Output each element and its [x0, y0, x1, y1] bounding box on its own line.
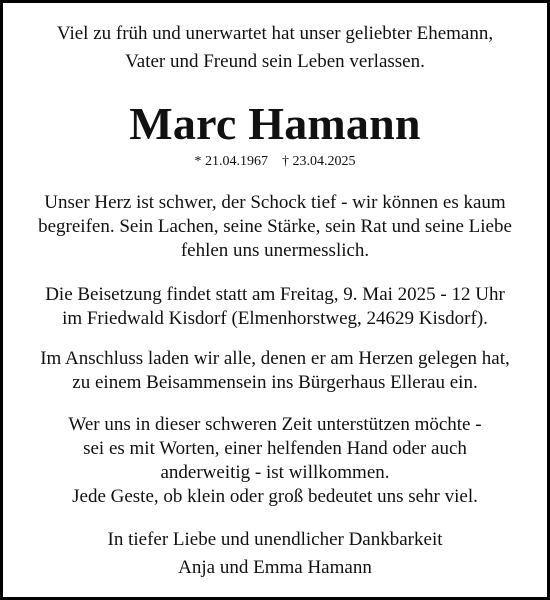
gathering-line-2: zu einem Beisammensein ins Bürgerhaus Ellerau ein. [72, 372, 478, 393]
funeral-line-1: Die Beisetzung findet statt am Freitag, 9. Mai 2025 - 12 Uhr [45, 284, 505, 305]
intro-line-1: Viel zu früh und unerwartet hat unser geliebter Ehemann, [56, 23, 494, 44]
birth-date: * 21.04.1967 [194, 154, 268, 169]
support-line-2: sei es mit Worten, einer helfenden Hand oder auch [83, 438, 467, 459]
grief-line-3: fehlen uns unermesslich. [180, 240, 370, 261]
grief-line-2: begreifen. Sein Lachen, seine Stärke, sein Rat und seine Liebe [38, 216, 512, 237]
gathering-line-1: Im Anschluss laden wir alle, denen er am Herzen gelegen hat, [40, 348, 510, 369]
closing-line: In tiefer Liebe und unendlicher Dankbarkeit [107, 529, 443, 550]
life-dates [3, 153, 547, 171]
support-line-4: Jede Geste, ob klein oder groß bedeutet uns sehr viel. [72, 486, 478, 507]
support-line-1: Wer uns in dieser schweren Zeit unterstützen möchte - [68, 414, 482, 435]
deceased-name: Marc Hamann [129, 98, 421, 149]
grief-line-1: Unser Herz ist schwer, der Schock tief - wir können es kaum [44, 192, 506, 213]
funeral-line-2: im Friedwald Kisdorf (Elmenhorstweg, 24629 Kisdorf). [62, 308, 488, 329]
death-date: † 23.04.2025 [282, 154, 356, 169]
support-line-3: anderweitig - ist willkommen. [160, 462, 390, 483]
intro-line-2: Vater und Freund sein Leben verlassen. [125, 51, 425, 72]
signature: Anja und Emma Hamann [178, 557, 372, 578]
